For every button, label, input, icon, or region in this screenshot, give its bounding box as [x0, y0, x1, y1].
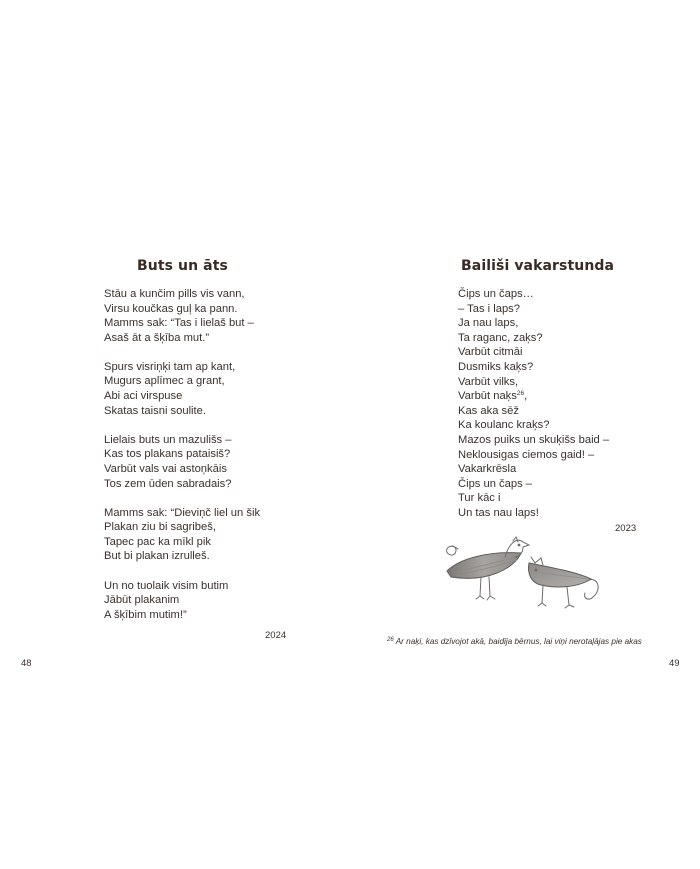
stanza — [104, 360, 260, 418]
bird-drawing-icon — [447, 537, 529, 600]
illustration — [439, 533, 604, 615]
page-number: 49 — [669, 658, 680, 669]
footnote — [387, 637, 642, 646]
poem-line: Kas aka sēž — [458, 404, 519, 417]
poem-line: But bi plakan izrulleš. — [104, 550, 210, 563]
poem-line: A šķībim mutim!” — [104, 608, 187, 621]
poem-line: Ta raganc, zaķs? — [458, 331, 543, 344]
footnote-mark: 26 — [387, 637, 394, 643]
poem-line-with-footnote — [458, 389, 609, 404]
poem-line: Čips un čaps… — [458, 288, 534, 300]
poem-title: Buts un āts — [137, 258, 228, 274]
poem-line: Skatas taisni soulite. — [104, 404, 206, 417]
poem-line: Plakan ziu bi sagribeš, — [104, 521, 216, 534]
poem-title: Bailiši vakarstunda — [461, 258, 615, 274]
poem-line-punctuation: , — [524, 390, 528, 403]
poem-line-text: Varbūt naķs — [458, 390, 517, 403]
poem-line: Asaš āt a šķība mut.” — [104, 331, 210, 344]
poem-line: Mugurs aplīmec a grant, — [104, 375, 225, 388]
poem-line: Ja nau laps, — [458, 317, 519, 330]
poem-year: 2023 — [615, 523, 637, 534]
page-number: 48 — [21, 658, 32, 669]
stanza — [104, 579, 260, 623]
poem-line: Mamms sak: “Dieviņč liel un šik — [104, 506, 261, 519]
poem-line: Kas tos plakans pataisiš? — [104, 448, 231, 461]
cat-drawing-icon — [529, 557, 599, 608]
poem-line: Spurs visriņķi tam ap kant, — [104, 360, 236, 373]
poem-line: – Tas i laps? — [458, 302, 520, 315]
poem-line: Tos zem ūden sabradais? — [104, 477, 232, 490]
poem-body — [104, 287, 260, 637]
stanza — [104, 506, 260, 564]
poem-line: Abi aci virspuse — [104, 390, 183, 403]
poem-line: Mazos puiks un skuķišs baid – — [458, 433, 610, 446]
stanza — [104, 287, 260, 345]
poem-line: Tapec pac ka mīkl pik — [104, 535, 211, 548]
poem-line: Neklousigas ciemos gaid! – — [458, 448, 595, 461]
poem-line: Varbūt vilks, — [458, 375, 519, 388]
poem-line: Stāu a kunčim pills vis vann, — [104, 288, 245, 300]
poem-line: Dusmiks kaķs? — [458, 360, 534, 373]
poem-line: Virsu koučkas guļ ka pann. — [104, 302, 238, 315]
poem-line: Vakarkrēsla — [458, 463, 517, 476]
poem-body — [458, 287, 609, 521]
poem-line: Jābūt plakanim — [104, 594, 180, 607]
poem-line: Lielais buts un mazulišs – — [104, 433, 232, 446]
poem-line: Čips un čaps – — [458, 477, 533, 490]
poem-line: Tur kāc i — [458, 492, 501, 505]
poem-line: Mamms sak: “Tas i lielaš but – — [104, 317, 254, 330]
stanza — [104, 433, 260, 491]
poem-line: Ka koulanc kraķs? — [458, 419, 550, 432]
footnote-reference[interactable]: 26 — [516, 390, 525, 398]
poem-line: Un no tuolaik visim butim — [104, 579, 229, 592]
poem-line: Varbūt citmāi — [458, 346, 523, 359]
poem-year: 2024 — [265, 630, 287, 641]
poem-line: Un tas nau laps! — [458, 506, 539, 519]
poem-line: Varbūt vals vai astoņkāis — [104, 462, 227, 475]
footnote-text: Ar naķi, kas dzīvojot akā, baidīja bērnus, lai viņi nerotaļājas pie akas — [395, 637, 642, 646]
right-page — [350, 0, 700, 869]
